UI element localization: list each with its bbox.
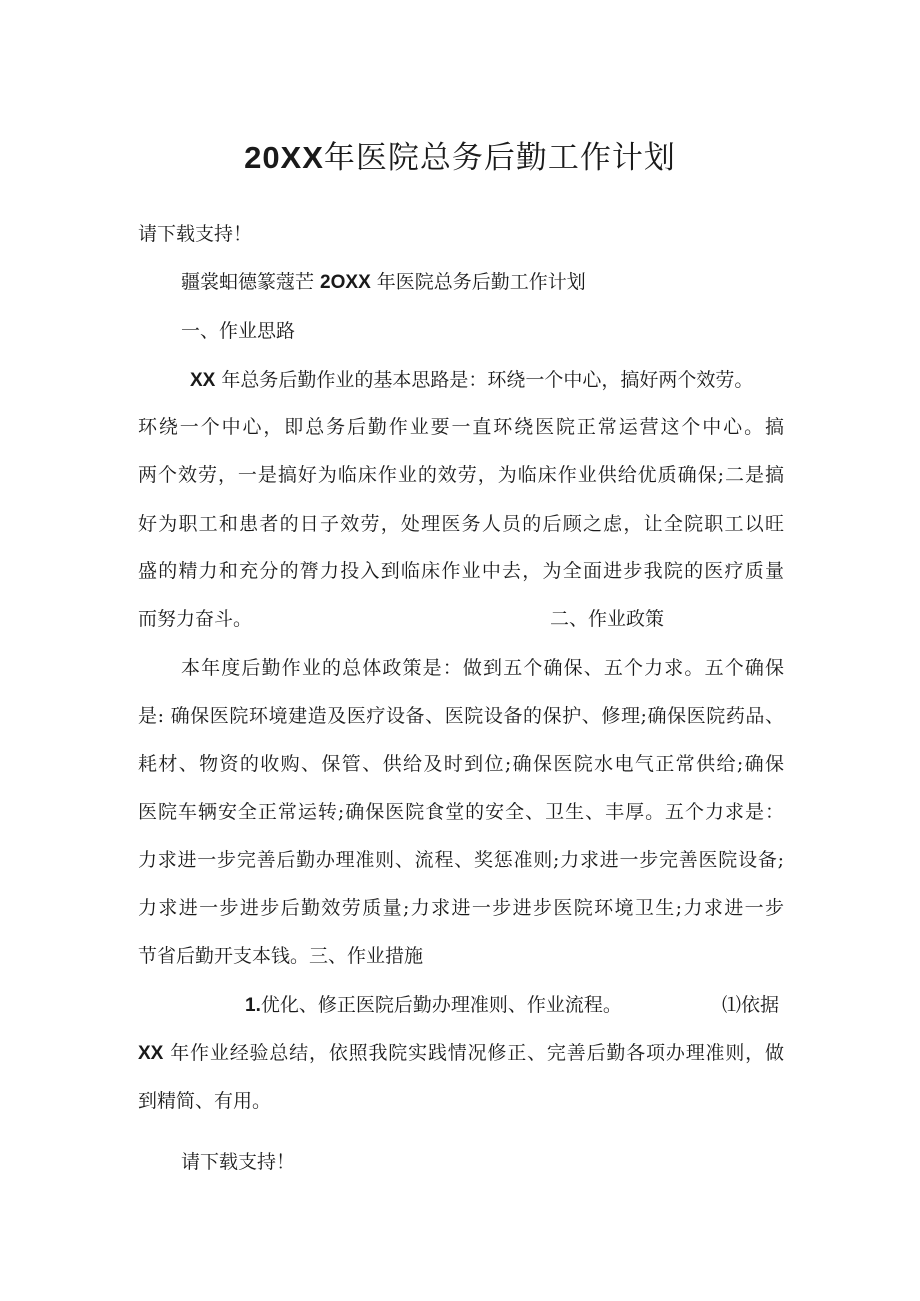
paragraph-line: 好为职工和患者的日子效劳，处理医务人员的后顾之虑，让全院职工以旺 — [138, 513, 784, 535]
paragraph-line: 是: 确保医院环境建造及医疗设备、医院设备的保护、修理;确保医院药品、 — [138, 705, 784, 727]
section-heading-1: 一、作业思路 — [181, 320, 296, 342]
section-heading-2: 二、作业政策 — [550, 608, 665, 630]
paragraph-line: 耗材、物资的收购、保管、供给及时到位;确保医院水电气正常供给;确保 — [138, 753, 784, 775]
paragraph-line: 力求进一步完善后勤办理准则、流程、奖惩准则;力求进一步完善医院设备; — [138, 849, 784, 871]
paragraph-line: 两个效劳，一是搞好为临床作业的效劳，为临床作业供给优质确保;二是搞 — [138, 464, 784, 486]
title-year: 20XX — [244, 140, 324, 175]
paragraph-line: 盛的精力和充分的膂力投入到临床作业中去，为全面进步我院的医疗质量 — [138, 560, 784, 582]
paragraph-line: 本年度后勤作业的总体政策是：做到五个确保、五个力求。五个确保 — [181, 657, 784, 679]
paragraph-year: XX — [190, 370, 216, 391]
paragraph-text: 年作业经验总结，依照我院实践情况修正、完善后勤各项办理准则，做 — [163, 1042, 784, 1064]
list-item-1 — [245, 991, 622, 1020]
paragraph-line — [190, 366, 753, 395]
title-text: 年医院总务后勤工作计划 — [323, 140, 676, 176]
subtitle-line — [181, 268, 586, 297]
paragraph-line — [138, 1039, 784, 1068]
paragraph-line: 到精简、有用。 — [138, 1090, 272, 1112]
subtitle-year: 2OXX — [320, 272, 371, 293]
paragraph-line: 节省后勤开支本钱。三、作业措施 — [138, 945, 424, 967]
document-title — [0, 136, 920, 180]
paragraph-text: 年总务后勤作业的基本思路是：环绕一个中心，搞好两个效劳。 — [215, 369, 754, 391]
download-support-top: 请下载支持！ — [138, 223, 253, 245]
list-number: 1. — [245, 995, 261, 1016]
paragraph-line: 而努力奋斗。 — [138, 608, 253, 630]
paragraph-line: 力求进一步进步后勤效劳质量;力求进一步进步医院环境卫生;力求进一步 — [138, 897, 784, 919]
garbled-prefix: 疆裳蚎德篆蔻芒 — [181, 271, 321, 293]
list-text: 优化、修正医院后勤办理准则、作业流程。 — [260, 994, 622, 1016]
download-support-bottom: 请下载支持！ — [181, 1151, 296, 1173]
subtitle-text: 年医院总务后勤工作计划 — [370, 271, 586, 293]
sub-item-1: ⑴依据 — [722, 994, 780, 1016]
paragraph-year: XX — [138, 1043, 164, 1064]
paragraph-line: 医院车辆安全正常运转;确保医院食堂的安全、卫生、丰厚。五个力求是： — [138, 801, 784, 823]
paragraph-line: 环绕一个中心，即总务后勤作业要一直环绕医院正常运营这个中心。搞 — [138, 416, 784, 438]
